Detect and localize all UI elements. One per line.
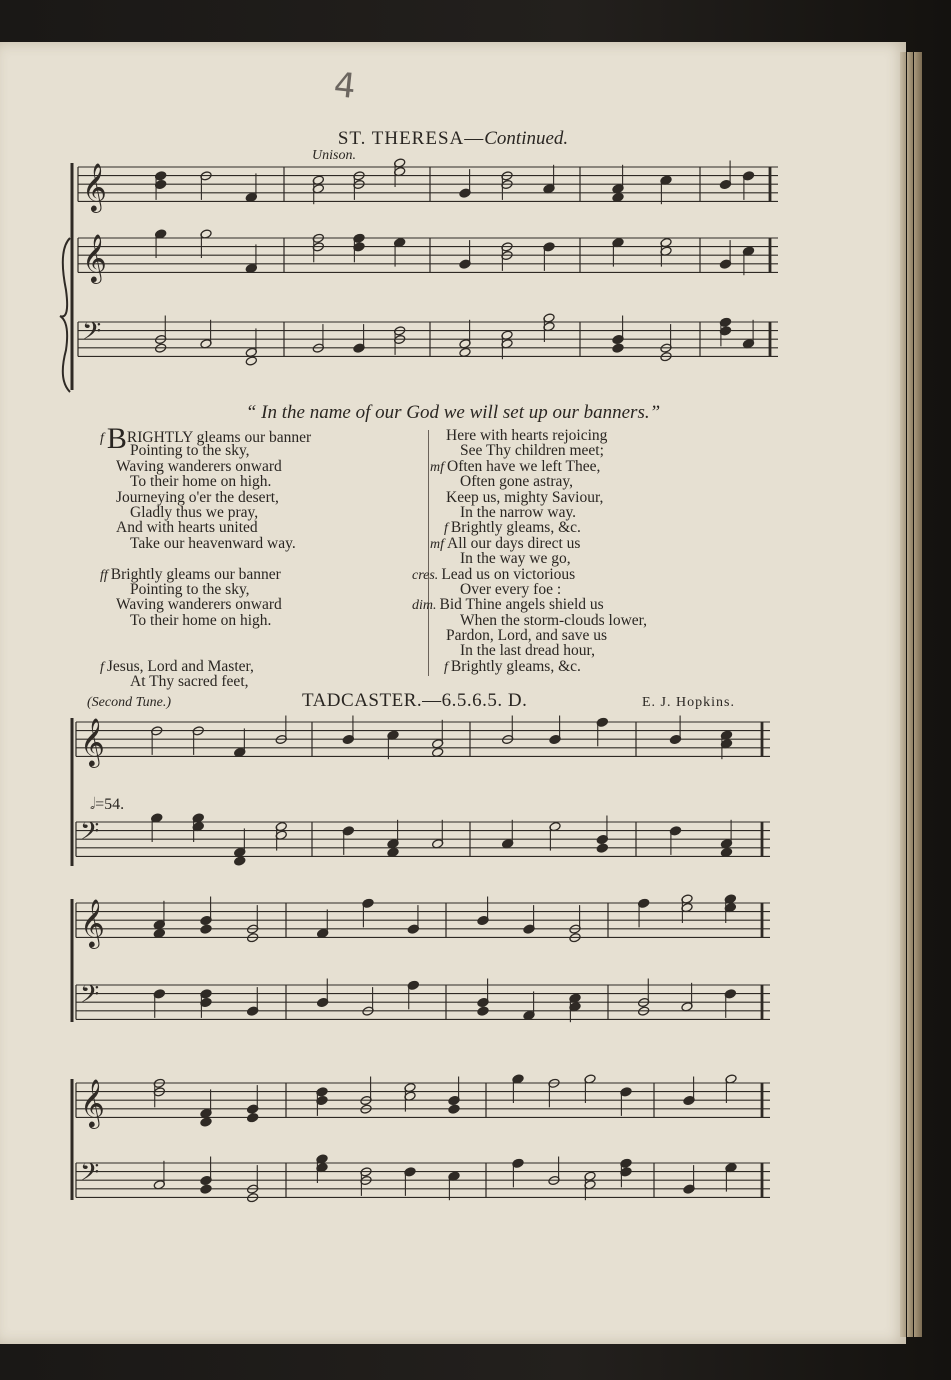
verse-text: Gladly thus we pray, (130, 503, 259, 521)
hymn-title-main: ST. THERESA— (337, 128, 485, 149)
verse-line (100, 659, 311, 674)
dynamic-marking: f (444, 659, 448, 675)
treble-clef-icon: 𝄞 (80, 717, 105, 766)
verse-line (100, 536, 311, 551)
verse-line (412, 596, 647, 614)
hymn-epigraph: “ In the name of our God we will set up our banners.” (245, 402, 661, 423)
bass-clef-icon: 𝄢 (80, 980, 100, 1015)
verse-line (100, 582, 311, 597)
verse-text: Pardon, Lord, and save us (446, 627, 607, 645)
verse-line (100, 643, 311, 658)
verse-text: Over every foe : (460, 580, 562, 598)
verse-text: In the narrow way. (460, 503, 577, 521)
verse-line (430, 582, 647, 597)
treble-clef-icon: 𝄞 (80, 898, 105, 947)
verse-text: Pointing to the sky, (130, 580, 250, 598)
verse-text: Brightly gleams, &c. (450, 657, 581, 675)
verse-line (430, 474, 647, 489)
verse-text: Jesus, Lord and Master, (106, 657, 254, 675)
verse-text: When the storm-clouds lower, (460, 611, 648, 629)
verse-line (430, 520, 647, 535)
verse-text: RIGHTLY gleams our banner (126, 429, 312, 446)
note-head (596, 843, 608, 853)
verse-line (430, 536, 647, 551)
verse-line (430, 628, 647, 643)
verse-text: In the last dread hour, (460, 642, 595, 660)
note-head (200, 1184, 212, 1194)
treble-clef-icon: 𝄞 (80, 1078, 105, 1127)
note-head (477, 1006, 489, 1016)
composer-name: E. J. Hopkins. (642, 695, 735, 710)
dynamic-marking: cres. (412, 567, 439, 583)
verse-line (100, 459, 311, 474)
verse-text: Brightly gleams our banner (110, 565, 281, 583)
verse-line (100, 674, 311, 689)
dynamic-marking: f (100, 431, 104, 446)
dynamic-marking: ff (100, 567, 108, 583)
verse-text: Here with hearts rejoicing (446, 427, 608, 444)
verse-text: Often have we left Thee, (447, 457, 601, 475)
note-head (247, 1113, 259, 1123)
verse-line (430, 551, 647, 566)
treble-clef-icon: 𝄞 (82, 233, 107, 282)
verse-line (100, 551, 311, 566)
dynamic-marking: dim. (412, 598, 437, 614)
tempo-marking (90, 794, 124, 814)
verse-line (430, 505, 647, 520)
unison-marking: Unison. (312, 148, 356, 163)
dynamic-marking: mf (430, 459, 444, 475)
bass-clef-icon: 𝄢 (80, 817, 100, 852)
verse-text: See Thy children meet; (460, 442, 604, 460)
verses-left-column (100, 422, 312, 691)
verse-line (430, 613, 647, 628)
note-head (200, 1117, 212, 1127)
verse-text: Lead us on victorious (441, 565, 576, 583)
verse-line (430, 459, 647, 474)
verse-line (100, 628, 311, 643)
verse-text: In the way we go, (460, 550, 571, 568)
half-note-icon: 𝅗𝅥 (90, 794, 96, 813)
note-head (612, 343, 624, 353)
verse-line (430, 490, 647, 505)
verse-line (100, 613, 311, 628)
note-head (448, 1104, 460, 1114)
verse-line (430, 643, 647, 658)
verse-line (100, 505, 311, 520)
treble-clef-icon: 𝄞 (82, 162, 107, 211)
dynamic-marking: f (100, 659, 104, 675)
verse-text: Take our heavenward way. (130, 534, 296, 552)
verse-text: To their home on high. (130, 611, 272, 629)
verse-line (430, 428, 647, 443)
verse-line (100, 490, 311, 505)
verse-line (100, 520, 311, 535)
verse-line (100, 474, 311, 489)
verse-line (430, 443, 647, 458)
tempo-value: =54. (95, 796, 125, 813)
verse-text: Journeying o'er the desert, (116, 488, 279, 506)
dynamic-marking: mf (430, 536, 444, 552)
verse-text: Waving wanderers onward (116, 457, 282, 475)
verse-line (100, 597, 311, 612)
verse-text: Pointing to the sky, (130, 442, 250, 460)
verse-line (430, 659, 647, 674)
verse-text: To their home on high. (130, 473, 272, 491)
verse-text: Often gone astray, (460, 473, 574, 491)
verse-text: Bid Thine angels shield us (439, 596, 604, 614)
verse-text: Waving wanderers onward (116, 596, 282, 614)
column-divider (428, 430, 429, 676)
drop-cap: B (106, 422, 127, 455)
verse-text: And with hearts united (116, 519, 258, 537)
verse-text: Brightly gleams, &c. (450, 519, 581, 537)
note-head (245, 356, 257, 366)
second-tune-label: (Second Tune.) (87, 695, 171, 710)
system-brace (60, 238, 70, 392)
dynamic-marking: f (444, 521, 448, 537)
tune-title: TADCASTER.—6.5.6.5. D. (302, 690, 528, 711)
verse-text: At Thy sacred feet, (130, 673, 249, 691)
verse-line (100, 567, 311, 582)
note-head (234, 856, 246, 866)
verse-text: Keep us, mighty Saviour, (446, 488, 604, 506)
bass-clef-icon: 𝄢 (80, 1158, 100, 1193)
hymn-title-suffix: Continued. (484, 128, 569, 149)
bass-clef-icon: 𝄢 (82, 317, 102, 352)
verse-text: All our days direct us (447, 534, 581, 552)
pencil-page-mark: 4 (331, 64, 358, 108)
verse-line (412, 565, 647, 583)
note-head (200, 924, 212, 934)
verses-right-column (412, 427, 648, 675)
